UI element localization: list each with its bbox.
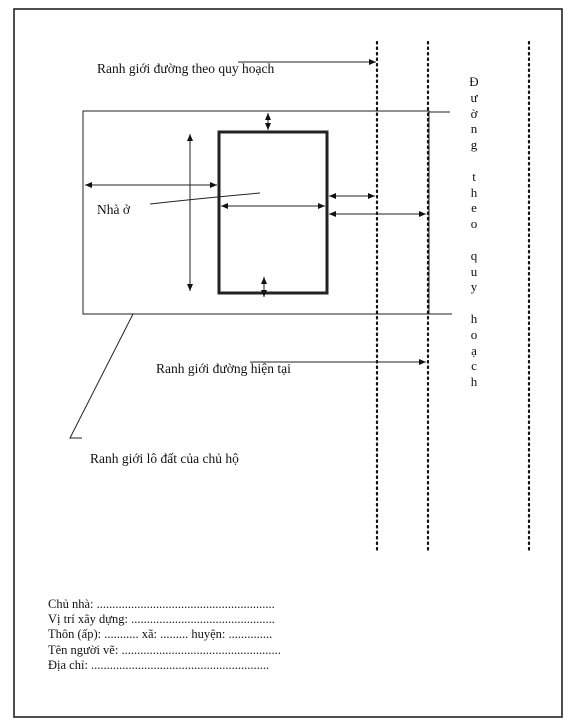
vertical-label-char: h (470, 184, 478, 200)
house-label-leader (150, 193, 260, 204)
vertical-label-char: u (470, 263, 478, 279)
planned-road-boundary-label: Ranh giới đường theo quy hoạch (97, 61, 275, 76)
planned-road-vertical-label (466, 74, 482, 390)
info-form (48, 597, 281, 673)
lot-boundary-label: Ranh giới lô đất của chủ hộ (90, 451, 239, 466)
vertical-label-char: h (470, 310, 478, 326)
vertical-label-char: c (471, 358, 477, 374)
vertical-label-char: q (470, 247, 478, 263)
vertical-label-char: e (471, 200, 477, 216)
house-rect (219, 132, 327, 293)
owner-line: Chủ nhà: ......................................................... (48, 597, 275, 611)
vertical-label-char: ư (470, 89, 478, 105)
vertical-label-char: t (472, 168, 476, 184)
address-line: Địa chỉ: ......................................................... (48, 657, 270, 672)
drawer-line: Tên người vẽ: ................................................... (48, 642, 281, 657)
vertical-label-char (466, 295, 482, 311)
vertical-label-char: g (470, 137, 478, 153)
vertical-label-char: n (470, 121, 478, 137)
vertical-label-char: o (470, 216, 478, 232)
location-line: Vị trí xây dựng: .............................................. (48, 612, 275, 627)
lot-label-leader (70, 314, 133, 438)
hamlet-line: Thôn (ấp): ........... xã: ......... huyện: .............. (48, 627, 273, 642)
vertical-label-char: ờ (470, 105, 478, 121)
vertical-label-char (466, 232, 482, 248)
house-label: Nhà ở (97, 202, 131, 217)
vertical-label-char: y (470, 279, 478, 295)
vertical-label-char: h (470, 374, 478, 390)
vertical-label-char: o (470, 326, 478, 342)
vertical-label-char: Đ (469, 74, 479, 89)
vertical-label-char (466, 153, 482, 169)
current-road-boundary-label: Ranh giới đường hiện tại (156, 361, 291, 376)
vertical-label-char: ạ (471, 342, 477, 358)
